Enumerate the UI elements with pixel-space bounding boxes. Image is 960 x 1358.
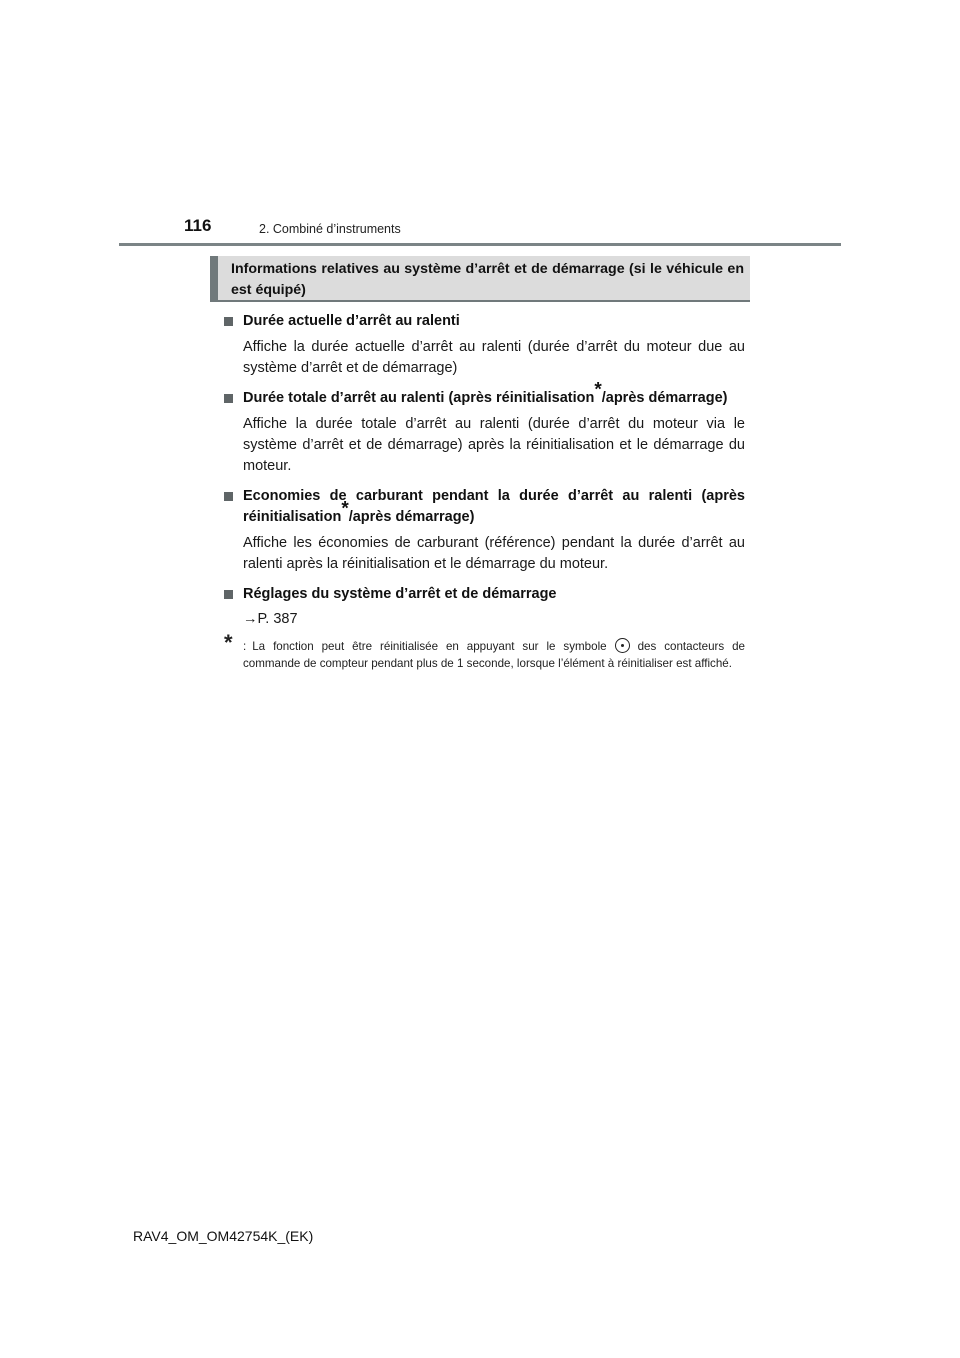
item-heading-total-idle-stop [224, 379, 745, 409]
item-heading-settings [224, 584, 745, 605]
square-bullet-icon [224, 590, 233, 599]
dot-circle-icon [615, 638, 630, 653]
item-heading-text: Durée totale d’arrêt au ralenti (après réinitialisation [243, 390, 595, 406]
page-number: 116 [184, 216, 212, 235]
item-heading-text: /après démarrage) [348, 509, 475, 525]
item-heading-text: Durée actuelle d’arrêt au ralenti [243, 313, 460, 329]
item-body-fuel-savings: Affiche les économies de carburant (référence) pendant la durée d’arrêt au ralenti après la réinitialisation et le démarrage du moteur. [243, 535, 745, 572]
square-bullet-icon [224, 492, 233, 501]
footnote-colon: : [243, 640, 247, 653]
item-heading-text: Réglages du système d’arrêt et de démarrage [243, 586, 557, 602]
asterisk-mark: * [224, 630, 233, 655]
square-bullet-icon [224, 317, 233, 326]
document-code: RAV4_OM_OM42754K_(EK) [133, 1228, 314, 1244]
item-heading-text: /après démarrage) [601, 390, 728, 406]
footnote-text: des contacteurs de commande de compteur pendant plus de 1 seconde, lorsque l’élément à réinitialiser est affiché. [243, 640, 746, 670]
asterisk-mark: * [594, 379, 602, 401]
item-heading-text: Economies de carburant pendant la durée d’arrêt au ralenti (après réinitialisation [243, 488, 745, 525]
square-bullet-icon [224, 394, 233, 403]
chapter-title: 2. Combiné d’instruments [259, 222, 401, 236]
item-body-total-idle-stop: Affiche la durée totale d’arrêt au ralenti (durée d’arrêt du moteur via le système d’arrêt et de démarrage) après la réinitialisation et le démarrage du moteur. [243, 416, 745, 474]
content-area [224, 311, 745, 672]
section-title: Informations relatives au système d’arrêt et de démarrage (si le véhicule en est équipé) [231, 261, 744, 298]
asterisk-mark: * [341, 498, 349, 520]
footnote [224, 630, 746, 672]
section-heading-box [210, 256, 750, 302]
page-reference-link[interactable]: →P. 387 [243, 611, 298, 627]
header-rule [119, 243, 841, 246]
item-heading-fuel-savings [224, 486, 745, 528]
footnote-text: La fonction peut être réinitialisée en appuyant sur le symbole [252, 640, 607, 653]
item-heading-current-idle-stop [224, 311, 745, 332]
item-body-current-idle-stop: Affiche la durée actuelle d’arrêt au ralenti (durée d’arrêt du moteur due au système d’arrêt et de démarrage) [243, 339, 745, 376]
